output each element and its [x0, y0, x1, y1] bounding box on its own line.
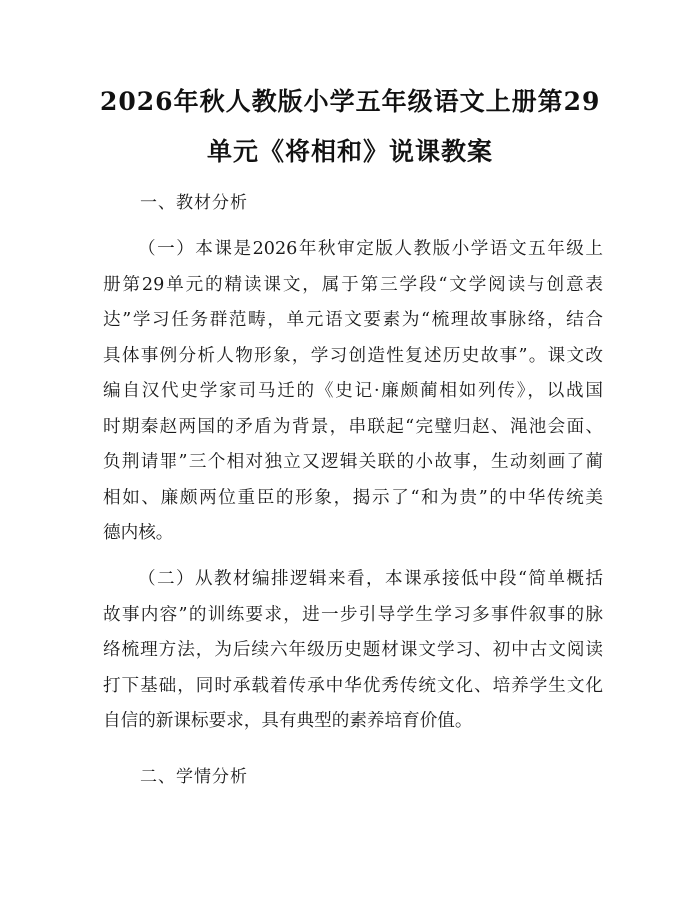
paragraph-1-line: 时期秦赵两国的矛盾为背景，串联起“完璧归赵、渑池会面、 [103, 416, 603, 437]
paragraph-1 [103, 232, 603, 552]
paragraph-2-line: 自信的新课标要求，具有典型的素养培育价值。 [103, 711, 473, 731]
paragraph-1-line: 德内核。 [103, 523, 174, 543]
paragraph-2-line: 络梳理方法，为后续六年级历史题材课文学习、初中古文阅读 [103, 640, 603, 660]
section-heading-student-analysis: 二、学情分析 [140, 767, 248, 787]
paragraph-2-line: 故事内容”的训练要求，进一步引导学生学习多事件叙事的脉 [103, 604, 603, 625]
paragraph-2 [103, 562, 603, 740]
paragraph-2-line: （二）从教材编排逻辑来看，本课承接低中段“简单概括 [138, 569, 603, 589]
paragraph-1-line: 负荆请罪”三个相对独立又逻辑关联的小故事，生动刻画了蔺 [103, 452, 603, 472]
paragraph-1-line: 相如、廉颇两位重臣的形象，揭示了“和为贵”的中华传统美 [103, 487, 603, 508]
paragraph-1-line: 册第29单元的精读课文，属于第三学段“文学阅读与创意表 [103, 274, 603, 295]
section-heading-textbook-analysis: 一、教材分析 [140, 193, 248, 213]
document-title-line-2: 单元《将相和》说课教案 [206, 137, 493, 166]
paragraph-1-line: 编自汉代史学家司马迁的《史记·廉颇蔺相如列传》，以战国 [103, 381, 603, 401]
paragraph-1-line: （一）本课是2026年秋审定版人教版小学语文五年级上 [138, 239, 603, 259]
paragraph-1-line: 具体事例分析人物形象，学习创造性复述历史故事”。课文改 [103, 345, 603, 366]
paragraph-1-line: 达”学习任务群范畴，单元语文要素为“梳理故事脉络，结合 [103, 310, 603, 330]
document-title-line-1: 2026年秋人教版小学五年级语文上册第29 [100, 87, 601, 116]
paragraph-2-line: 打下基础，同时承载着传承中华优秀传统文化、培养学生文化 [103, 675, 603, 696]
